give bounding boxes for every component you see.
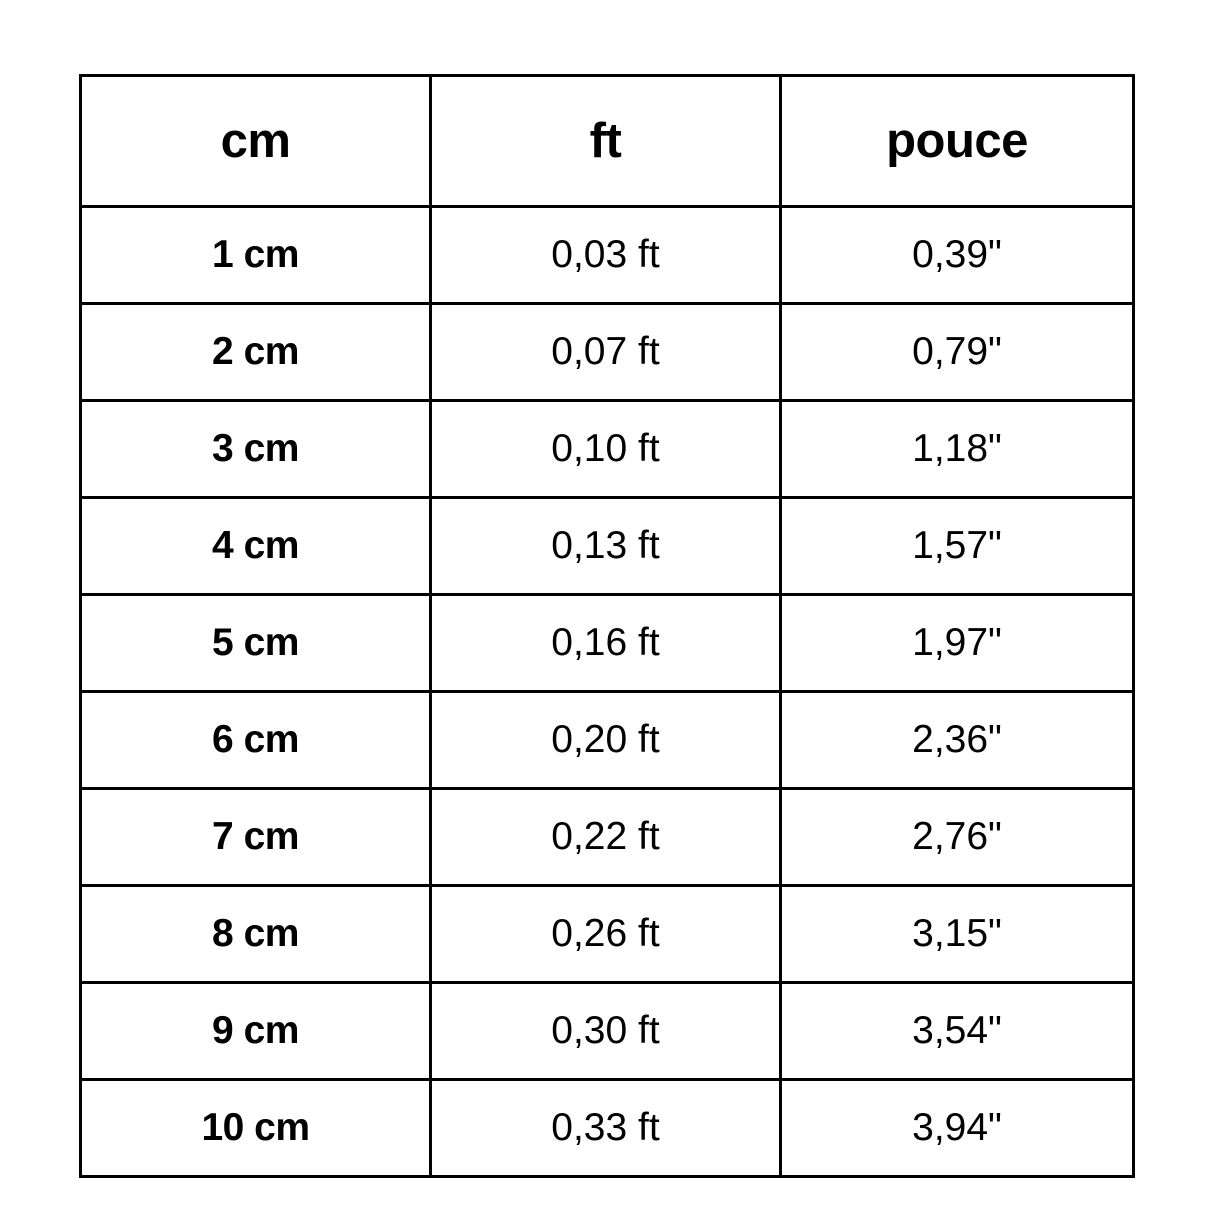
table-body [81, 207, 1134, 1177]
cell-cm: 3 cm [81, 401, 431, 498]
table-row [81, 886, 1134, 983]
table-row [81, 498, 1134, 595]
table-row [81, 789, 1134, 886]
cell-pouce: 2,36" [781, 692, 1134, 789]
table-row [81, 207, 1134, 304]
cell-pouce: 3,15" [781, 886, 1134, 983]
column-header-pouce: pouce [781, 76, 1134, 207]
table-row [81, 401, 1134, 498]
cell-cm: 4 cm [81, 498, 431, 595]
cell-pouce: 0,39" [781, 207, 1134, 304]
cell-ft: 0,26 ft [431, 886, 781, 983]
cell-cm: 6 cm [81, 692, 431, 789]
cell-cm: 9 cm [81, 983, 431, 1080]
column-header-ft: ft [431, 76, 781, 207]
cell-ft: 0,20 ft [431, 692, 781, 789]
cell-cm: 10 cm [81, 1080, 431, 1177]
cell-ft: 0,16 ft [431, 595, 781, 692]
cell-ft: 0,33 ft [431, 1080, 781, 1177]
table-row [81, 1080, 1134, 1177]
cell-cm: 8 cm [81, 886, 431, 983]
cell-cm: 1 cm [81, 207, 431, 304]
column-header-cm: cm [81, 76, 431, 207]
cell-pouce: 3,94" [781, 1080, 1134, 1177]
cell-pouce: 1,18" [781, 401, 1134, 498]
cell-cm: 7 cm [81, 789, 431, 886]
cell-pouce: 0,79" [781, 304, 1134, 401]
cell-ft: 0,03 ft [431, 207, 781, 304]
cell-pouce: 2,76" [781, 789, 1134, 886]
cell-cm: 2 cm [81, 304, 431, 401]
cell-ft: 0,07 ft [431, 304, 781, 401]
cell-cm: 5 cm [81, 595, 431, 692]
table-row [81, 692, 1134, 789]
cell-ft: 0,30 ft [431, 983, 781, 1080]
cell-ft: 0,10 ft [431, 401, 781, 498]
table-header-row [81, 76, 1134, 207]
table-row [81, 304, 1134, 401]
cell-pouce: 1,57" [781, 498, 1134, 595]
table-row [81, 595, 1134, 692]
cell-pouce: 3,54" [781, 983, 1134, 1080]
cell-ft: 0,22 ft [431, 789, 781, 886]
cell-ft: 0,13 ft [431, 498, 781, 595]
table-header [81, 76, 1134, 207]
cell-pouce: 1,97" [781, 595, 1134, 692]
conversion-table [79, 74, 1135, 1178]
table-row [81, 983, 1134, 1080]
